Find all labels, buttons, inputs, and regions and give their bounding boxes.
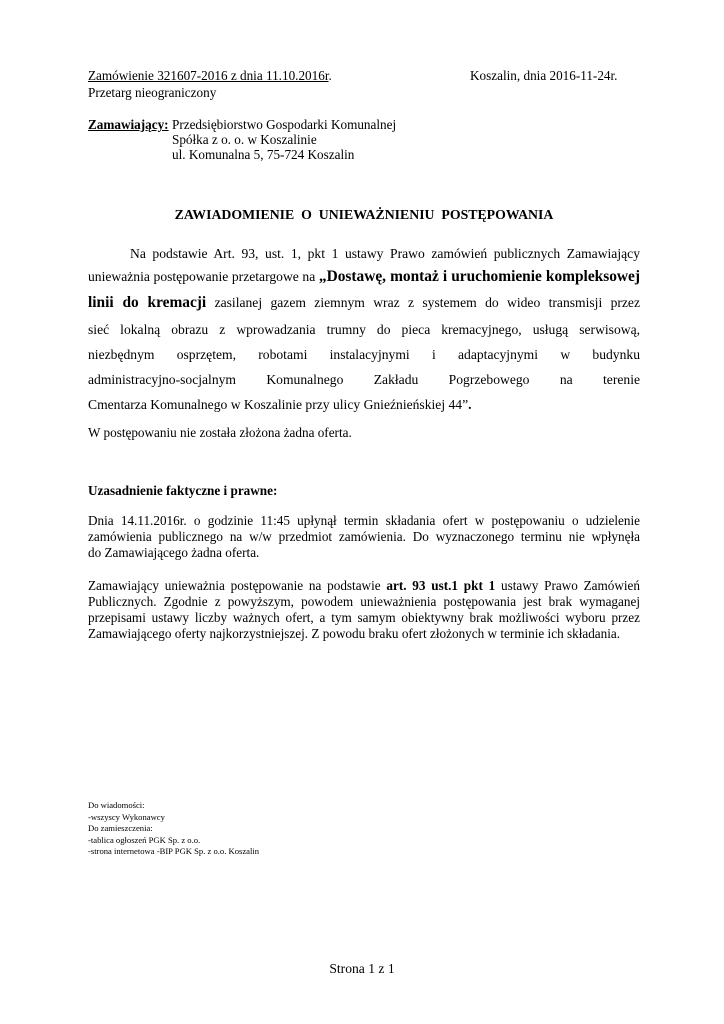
para2-line-1	[88, 577, 640, 594]
notes-to-publish: Do zamieszczenia:	[88, 823, 153, 834]
intro-line-6: administracyjno-socjalnym Komunalnego Zakładu Pogrzebowego na terenie	[88, 372, 640, 387]
para1-line-2: zamówienia publicznego na w/w przedmiot zamówienia. Do wyznaczonego terminu nie wpłynęła	[88, 529, 640, 544]
tender-type: Przetarg nieograniczony	[88, 85, 217, 100]
page-title: ZAWIADOMIENIE O UNIEWAŻNIENIU POSTĘPOWANIA	[174, 207, 554, 222]
intro-line-2-plain: unieważnia postępowanie przetargowe na	[88, 269, 319, 284]
order-reference-text: Zamówienie 321607-2016 z dnia 11.10.2016r	[88, 68, 329, 83]
para2-line-3: przepisami ustawy liczby ważnych ofert, a tym samym obiektywny brak możliwości wyboru przez	[88, 610, 640, 625]
para2-line-2: Publicznych. Zgodnie z powyższym, powodem unieważnienia postępowania jest brak wymaganej	[88, 594, 640, 609]
page-number: Strona 1 z 1	[329, 961, 395, 976]
intro-line-3-plain: zasilanej gazem ziemnym wraz z systemem do wideo transmisji przez	[206, 295, 640, 310]
notes-notice-board: -tablica ogłoszeń PGK Sp. z o.o.	[88, 834, 201, 845]
tender-subject-bold-2: linii do kremacji	[88, 294, 207, 311]
place-date: Koszalin, dnia 2016-11-24r.	[470, 68, 618, 83]
order-reference	[88, 67, 332, 84]
notes-website: -strona internetowa -BIP PGK Sp. z o.o. Koszalin	[88, 846, 260, 857]
intro-line-4: sieć lokalną obrazu z wprowadzania trumny do pieca kremacyjnego, usługą serwisową,	[88, 322, 640, 337]
order-reference-dot: .	[328, 68, 332, 83]
notes-to-knowledge: Do wiadomości:	[88, 800, 145, 810]
distribution-notes	[88, 800, 259, 858]
contracting-name: Przedsiębiorstwo Gospodarki Komunalnej	[172, 117, 397, 132]
intro-line-2	[88, 268, 640, 286]
intro-line-7-dot: .	[468, 397, 472, 412]
para2-line-1-a: Zamawiający unieważnia postępowanie na podstawie	[88, 578, 387, 593]
legal-basis-bold: art. 93 ust.1 pkt 1	[386, 578, 496, 593]
para1-line-3: do Zamawiającego żadna oferta.	[88, 545, 260, 560]
para2-line-4: Zamawiającego oferty najkorzystniejszej. Z powodu braku ofert złożonych w terminie ich składania.	[88, 626, 621, 641]
intro-line-5: niezbędnym osprzętem, robotami instalacyjnymi i adaptacyjnymi w budynku	[88, 347, 640, 362]
contracting-label: Zamawiający:	[88, 117, 169, 132]
intro-line-7-plain: Cmentarza Komunalnego w Koszalinie przy ulicy Gnieźnieńskiej 44”	[88, 397, 469, 412]
notes-all-contractors: -wszyscy Wykonawcy	[88, 811, 165, 822]
para1-line-1: Dnia 14.11.2016r. o godzinie 11:45 upłynął termin składania ofert w postępowaniu o udzielenie	[88, 513, 640, 528]
contracting-company: Spółka z o. o. w Koszalinie	[172, 132, 317, 147]
no-offer-note: W postępowaniu nie została złożona żadna oferta.	[88, 425, 352, 440]
tender-subject-bold: „Dostawę, montaż i uruchomienie kompleksowej	[318, 268, 640, 285]
contracting-address: ul. Komunalna 5, 75-724 Koszalin	[172, 147, 355, 162]
intro-line-7	[88, 397, 640, 413]
intro-line-1: Na podstawie Art. 93, ust. 1, pkt 1 ustawy Prawo zamówień publicznych Zamawiający	[130, 246, 640, 261]
para2-line-1-b: ustawy Prawo Zamówień	[495, 578, 640, 593]
justification-heading: Uzasadnienie faktyczne i prawne:	[88, 483, 278, 498]
intro-line-3	[88, 294, 640, 312]
